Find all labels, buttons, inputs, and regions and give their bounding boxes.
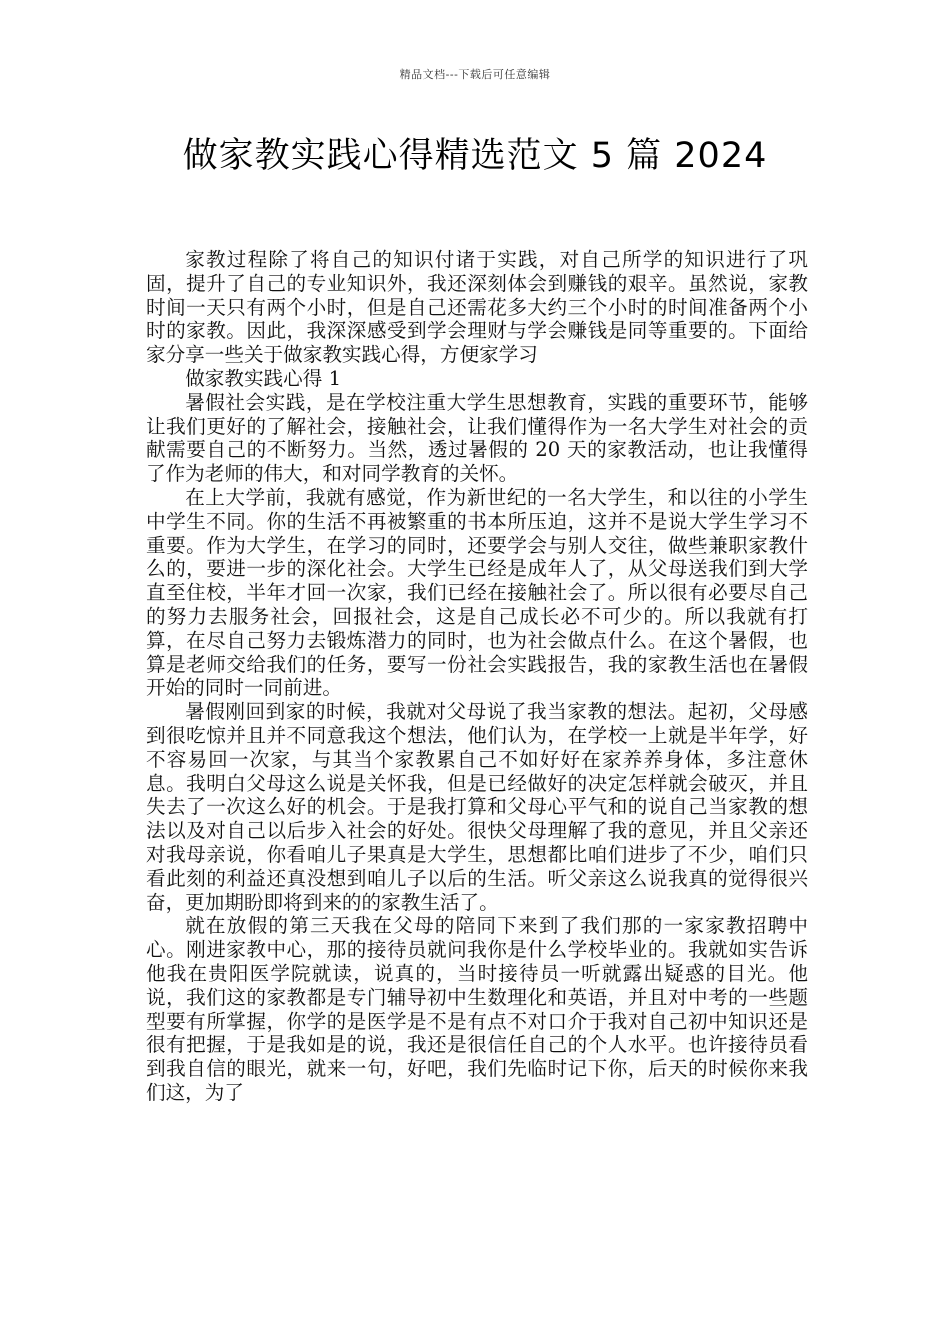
- body-paragraph: 暑假社会实践，是在学校注重大学生思想教育，实践的重要环节，能够让我们更好的了解社会，接触社会，让我们懂得作为一名大学生对社会的贡献需要自己的不断努力。当然，透过暑假的 20 天的家教活动，也让我懂得了作为老师的伟大，和对同学教育的关怀。: [146, 390, 808, 486]
- body-paragraph: 在上大学前，我就有感觉，作为新世纪的一名大学生，和以往的小学生中学生不同。你的生活不再被繁重的书本所压迫，这并不是说大学生学习不重要。作为大学生，在学习的同时，还要学会与别人交往，做些兼职家教什么的，要进一步的深化社会。大学生已经是成年人了，从父母送我们到大学直至住校，半年才回一次家，我们已经在接触社会了。所以很有必要尽自己的努力去服务社会，回报社会，这是自己成长必不可少的。所以我就有打算，在尽自己努力去锻炼潜力的同时，也为社会做点什么。在这个暑假，也算是老师交给我们的任务，要写一份社会实践报告，我的家教生活也在暑假开始的同时一同前进。: [146, 485, 808, 700]
- document-body: [146, 248, 808, 1105]
- document-title: 做家教实践心得精选范文 5 篇 2024: [182, 136, 768, 176]
- body-paragraph: 就在放假的第三天我在父母的陪同下来到了我们那的一家家教招聘中心。刚进家教中心，那的接待员就问我你是什么学校毕业的。我就如实告诉他我在贵阳医学院就读，说真的，当时接待员一听就露出疑惑的目光。他说，我们这的家教都是专门辅导初中生数理化和英语，并且对中考的一些题型要有所掌握，你学的是医学是不是有点不对口介于我对自己初中知识还是很有把握，于是我如是的说，我还是很信任自己的个人水平。也许接待员看到我自信的眼光，就来一句，好吧，我们先临时记下你，后天的时候你来我们这，为了: [146, 914, 808, 1104]
- body-paragraph: 暑假刚回到家的时候，我就对父母说了我当家教的想法。起初，父母感到很吃惊并且并不同意我这个想法，他们认为，在学校一上就是半年学，好不容易回一次家，与其当个家教累自己不如好好在家养养身体，多注意休息。我明白父母这么说是关怀我，但是已经做好的决定怎样就会破灭，并且失去了一次这么好的机会。于是我打算和父母心平气和的说自己当家教的想法以及对自己以后步入社会的好处。很快父母理解了我的意见，并且父亲还对我母亲说，你看咱儿子果真是大学生，思想都比咱们进步了不少，咱们只看此刻的利益还真没想到咱儿子以后的生活。听父亲这么说我真的觉得很兴奋，更加期盼即将到来的的家教生活了。: [146, 700, 808, 914]
- page-header: 精品文档---下载后可任意编辑: [399, 68, 551, 81]
- section-heading: 做家教实践心得 1: [185, 366, 342, 390]
- intro-paragraph: 家教过程除了将自己的知识付诸于实践，对自己所学的知识进行了巩固，提升了自己的专业知识外，我还深刻体会到赚钱的艰辛。虽然说，家教时间一天只有两个小时，但是自己还需花多大约三个小时的时间准备两个小时的家教。因此，我深深感受到学会理财与学会赚钱是同等重要的。下面给家分享一些关于做家教实践心得，方便家学习: [146, 248, 808, 367]
